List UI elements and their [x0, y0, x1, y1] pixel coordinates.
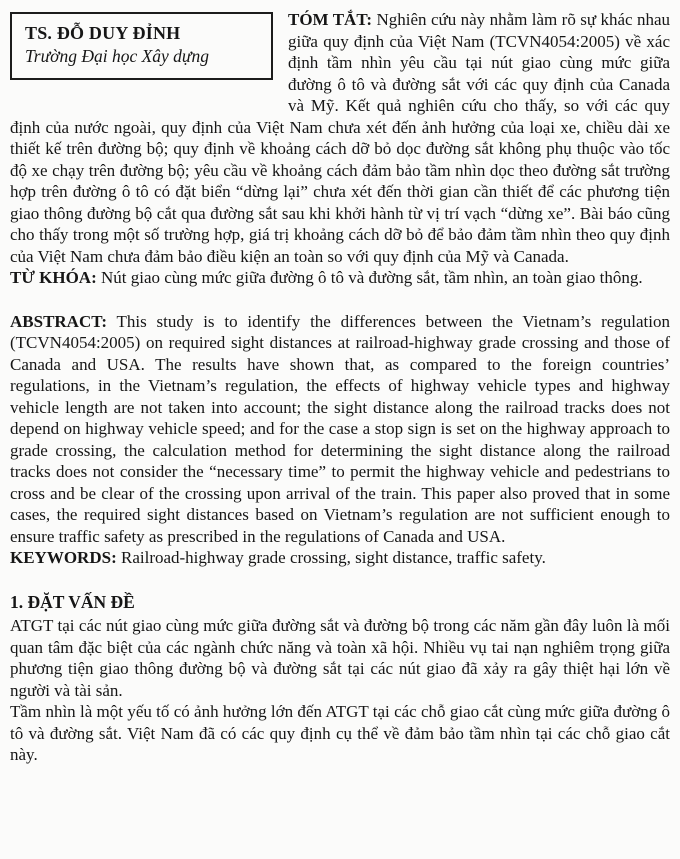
section-1-paragraph-1: ATGT tại các nút giao cùng mức giữa đường sắt và đường bộ trong các năm gần đây luôn là mối quan tâm đặc biệt của các ngành chức năng và toàn xã hội. Nhiều vụ tai nạn nghiêm trọng giữa phương tiện giao thông đường bộ và đường sắt tại các nút giao đã xảy ra gây thiệt hại lớn về người và tài sản. — [10, 616, 670, 700]
abstract-label: ABSTRACT: — [10, 311, 107, 331]
tom-tat-label: TÓM TẮT: — [288, 10, 373, 29]
abstract-body: This study is to identify the differences between the Vietnam’s regulation (TCVN4054:2005) on required sight distances at railroad-highway grade crossing and those of Canada and USA. The results have shown that, as compared to the foreign countries’ regulations, in the Vietnam’s regulation, the effects of highway vehicle types and highway vehicle length are not taken into account; the sight distance along the railroad tracks does not depend on highway vehicle speed; and for the case a stop sign is set on the highway approach to grade crossing, the calculation method for determining the sight distance along the railroad tracks does not consider the “necessary time” to permit the highway vehicle and pedestrians to cross and be clear of the crossing upon arrival of the train. This paper also proved that in some cases, the required sight distances based on Vietnam’s regulation are not sufficient enough to ensure traffic safety as prescribed in the regulations of Canada and USA. — [10, 311, 670, 546]
english-keywords-paragraph — [10, 547, 670, 569]
tu-khoa-body: Nút giao cùng mức giữa đường ô tô và đường sắt, tầm nhìn, an toàn giao thông. — [100, 268, 643, 287]
vietnamese-keywords-paragraph — [10, 267, 670, 289]
section-1-heading: 1. ĐẶT VẤN ĐỀ — [10, 591, 135, 612]
tu-khoa-label: TỪ KHÓA: — [10, 268, 97, 287]
english-abstract-paragraph — [10, 311, 670, 548]
english-abstract-block — [10, 311, 670, 569]
keywords-body: Railroad-highway grade crossing, sight distance, traffic safety. — [120, 548, 546, 567]
section-1-paragraph-2: Tầm nhìn là một yếu tố có ảnh hưởng lớn đến ATGT tại các chỗ giao cắt cùng mức giữa đường ô tô và đường sắt. Việt Nam đã có các quy định cụ thể về đảm bảo tầm nhìn tại các chỗ giao cắt này. — [10, 702, 670, 764]
author-affiliation: Trường Đại học Xây dựng — [25, 46, 209, 66]
author-box — [10, 12, 273, 80]
tom-tat-body: Nghiên cứu này nhằm làm rõ sự khác nhau giữa quy định của Việt Nam (TCVN4054:2005) về xác định tầm nhìn yêu cầu tại nút giao cùng mức giữa đường ô tô và đường sắt với các quy định của Canada và Mỹ. Kết quả nghiên cứu cho thấy, so với các quy định của nước ngoài, quy định của Việt Nam chưa xét đến ảnh hưởng của loại xe, chiều dài xe thiết kế trên đường bộ; quy định về khoảng cách dỡ bỏ dọc đường sắt không phụ thuộc vào tốc độ xe chạy trên đường bộ; yêu cầu về khoảng cách đảm bảo tầm nhìn dọc theo đường sắt trường hợp trên đường ô tô có đặt biển “dừng lại” chưa xét đến thời gian cần thiết để các phương tiện giao thông đường bộ cắt qua đường sắt sau khi khởi hành từ vị trí vạch “dừng xe”. Bài báo cũng cho thấy trong một số trường hợp, giá trị khoảng cách dỡ bỏ để bảo đảm tầm nhìn theo quy định của Việt Nam chưa đảm bảo điều kiện an toàn so với quy định của Mỹ và Canada. — [10, 10, 671, 266]
keywords-label: KEYWORDS: — [10, 548, 117, 567]
author-name: TS. ĐỖ DUY ĐỈNH — [25, 23, 181, 43]
